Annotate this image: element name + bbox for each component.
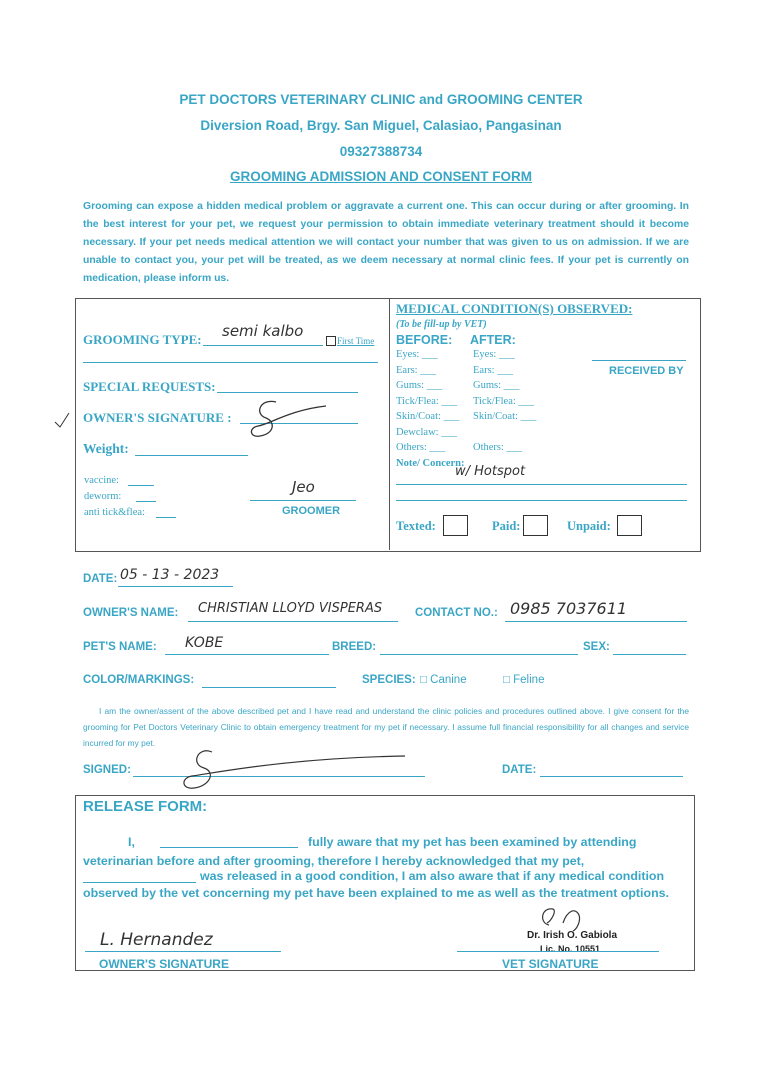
signed-signature-mark bbox=[170, 742, 410, 792]
release-name-line[interactable] bbox=[160, 847, 298, 848]
release-title: RELEASE FORM: bbox=[83, 798, 208, 815]
vet-signature-line[interactable] bbox=[457, 951, 659, 952]
vet-signature-label: VET SIGNATURE bbox=[502, 957, 599, 971]
clinic-phone: 09327388734 bbox=[339, 144, 423, 159]
signed-date-label: DATE: bbox=[502, 764, 537, 776]
groomer-value: Jeo bbox=[292, 478, 315, 496]
release-line3: was released in a good condition, I am also aware that if any medical condition bbox=[200, 869, 665, 883]
pet-name-value: KOBE bbox=[185, 635, 224, 651]
date-value: 05 - 13 - 2023 bbox=[120, 567, 220, 583]
groomer-line bbox=[250, 500, 356, 501]
species-label: SPECIES: bbox=[362, 674, 416, 686]
date-line[interactable] bbox=[118, 586, 233, 587]
owner-signature-mark bbox=[240, 396, 330, 442]
sex-line[interactable] bbox=[613, 654, 686, 655]
release-line2: veterinarian before and after grooming, therefore I hereby acknowledged that my pet, bbox=[83, 854, 585, 868]
check-tick-mark bbox=[52, 410, 72, 430]
unpaid-label: Unpaid: bbox=[567, 519, 611, 533]
medical-condition-title: MEDICAL CONDITION(S) OBSERVED: bbox=[396, 301, 633, 316]
before-item[interactable]: Eyes: ___ bbox=[396, 349, 438, 360]
release-line4: observed by the vet concerning my pet have been explained to me as well as the treatment options. bbox=[83, 886, 669, 900]
owner-signature-label: OWNER'S SIGNATURE : bbox=[83, 410, 232, 425]
date-label: DATE: bbox=[83, 573, 118, 585]
deworm-line[interactable] bbox=[136, 501, 156, 502]
anti-tick-label: anti tick&flea: bbox=[84, 507, 145, 518]
contact-line[interactable] bbox=[505, 621, 687, 622]
before-item[interactable]: Dewclaw: ___ bbox=[396, 426, 457, 438]
special-requests-line[interactable] bbox=[217, 392, 358, 393]
before-item[interactable]: Tick/Flea: ___ bbox=[396, 395, 458, 407]
received-by-line[interactable] bbox=[592, 360, 686, 361]
note-line-1[interactable] bbox=[396, 484, 687, 485]
grooming-type-line bbox=[203, 345, 323, 346]
owner-signature-release-line[interactable] bbox=[85, 951, 281, 952]
grooming-type-line-2 bbox=[83, 362, 378, 363]
before-list bbox=[396, 349, 459, 458]
grooming-type-value[interactable]: semi kalbo bbox=[222, 322, 304, 340]
pet-name-line[interactable] bbox=[165, 654, 329, 655]
note-label: Note/ Concern: bbox=[396, 458, 465, 469]
clinic-name: PET DOCTORS VETERINARY CLINIC and GROOMING CENTER bbox=[179, 92, 583, 107]
box-divider bbox=[389, 298, 390, 550]
note-value: w/ Hotspot bbox=[455, 464, 526, 479]
before-item[interactable]: Gums: ___ bbox=[396, 380, 443, 391]
release-pet-line[interactable] bbox=[83, 882, 196, 883]
weight-line[interactable] bbox=[135, 455, 248, 456]
anti-tick-line[interactable] bbox=[156, 517, 176, 518]
owner-name-label: OWNER'S NAME: bbox=[83, 607, 179, 619]
after-item[interactable]: Tick/Flea: ___ bbox=[473, 395, 535, 407]
vet-license: Lic. No. 10551 bbox=[540, 944, 601, 954]
before-label: BEFORE: bbox=[396, 333, 453, 347]
consent-paragraph: I am the owner/assent of the above described pet and I have read and understand the clinic policies and procedures outlined above. I give consent for the grooming for Pet Doctors Veterinary Clinic to obtain emergency treatment for my pet if necessary. I assume full financial responsibility for all changes and service incurred for my pet. bbox=[83, 706, 689, 748]
vet-signature-mark bbox=[535, 903, 605, 933]
sex-label: SEX: bbox=[583, 641, 610, 653]
owner-name-value: CHRISTIAN LLOYD VISPERAS bbox=[198, 601, 383, 616]
grooming-type-label: GROOMING TYPE: bbox=[83, 332, 202, 347]
feline-option[interactable]: □ Feline bbox=[503, 674, 545, 686]
breed-line[interactable] bbox=[380, 654, 578, 655]
vaccine-label: vaccine: bbox=[84, 475, 119, 486]
after-item[interactable]: Others: ___ bbox=[473, 442, 523, 453]
after-item[interactable]: Gums: ___ bbox=[473, 380, 520, 391]
color-markings-line[interactable] bbox=[202, 687, 336, 688]
breed-label: BREED: bbox=[332, 641, 377, 653]
paid-label: Paid: bbox=[492, 519, 521, 533]
signed-label: SIGNED: bbox=[83, 764, 131, 776]
signed-date-line[interactable] bbox=[540, 776, 683, 777]
owner-signature-release-label: OWNER'S SIGNATURE bbox=[99, 957, 229, 971]
deworm-label: deworm: bbox=[84, 491, 122, 502]
vaccine-line[interactable] bbox=[128, 485, 154, 486]
first-time-checkbox[interactable] bbox=[326, 336, 336, 346]
release-line1: fully aware that my pet has been examined by attending bbox=[308, 835, 637, 849]
owner-signed-name: L. Hernandez bbox=[100, 930, 213, 950]
contact-value: 0985 7037611 bbox=[510, 599, 628, 618]
texted-label: Texted: bbox=[396, 519, 436, 533]
after-label: AFTER: bbox=[470, 333, 516, 347]
first-time-label: First Time bbox=[337, 336, 375, 346]
intro-paragraph: Grooming can expose a hidden medical problem or aggravate a current one. This can occur during or after grooming. In the best interest for your pet, we request your permission to obtain immediate veterinary treatment should it become necessary. If your pet needs medical attention we will contact your number that was given to us on admission. If we are unable to contact you, your pet will be treated, as we deem necessary at normal clinic fees. If your pet is currently on medication, please inform us. bbox=[83, 201, 689, 284]
release-i: I, bbox=[128, 835, 135, 849]
before-item[interactable]: Skin/Coat: ___ bbox=[396, 411, 460, 422]
canine-option[interactable]: □ Canine bbox=[420, 674, 467, 686]
after-item[interactable]: Ears: ___ bbox=[473, 364, 513, 376]
received-by-label: RECEIVED BY bbox=[609, 365, 684, 377]
contact-label: CONTACT NO.: bbox=[415, 607, 498, 619]
vet-name: Dr. Irish O. Gabiola bbox=[527, 930, 618, 941]
groomer-label: GROOMER bbox=[282, 505, 341, 517]
before-item[interactable]: Ears: ___ bbox=[396, 364, 436, 376]
after-list bbox=[473, 349, 536, 458]
note-line-2[interactable] bbox=[396, 500, 687, 501]
texted-checkbox[interactable] bbox=[443, 515, 468, 536]
color-markings-label: COLOR/MARKINGS: bbox=[83, 674, 195, 686]
clinic-address: Diversion Road, Brgy. San Miguel, Calasiao, Pangasinan bbox=[200, 118, 562, 133]
before-item[interactable]: Others: ___ bbox=[396, 442, 446, 453]
after-item[interactable]: Skin/Coat: ___ bbox=[473, 411, 537, 422]
unpaid-checkbox[interactable] bbox=[617, 515, 642, 536]
after-item[interactable]: Eyes: ___ bbox=[473, 349, 515, 360]
pet-name-label: PET'S NAME: bbox=[83, 641, 157, 653]
form-title: GROOMING ADMISSION AND CONSENT FORM bbox=[230, 169, 532, 184]
owner-name-line[interactable] bbox=[188, 621, 398, 622]
special-requests-label: SPECIAL REQUESTS: bbox=[83, 379, 216, 394]
weight-label: Weight: bbox=[83, 441, 129, 456]
paid-checkbox[interactable] bbox=[523, 515, 548, 536]
vet-fill-subtitle: (To be fill-up by VET) bbox=[396, 319, 487, 330]
